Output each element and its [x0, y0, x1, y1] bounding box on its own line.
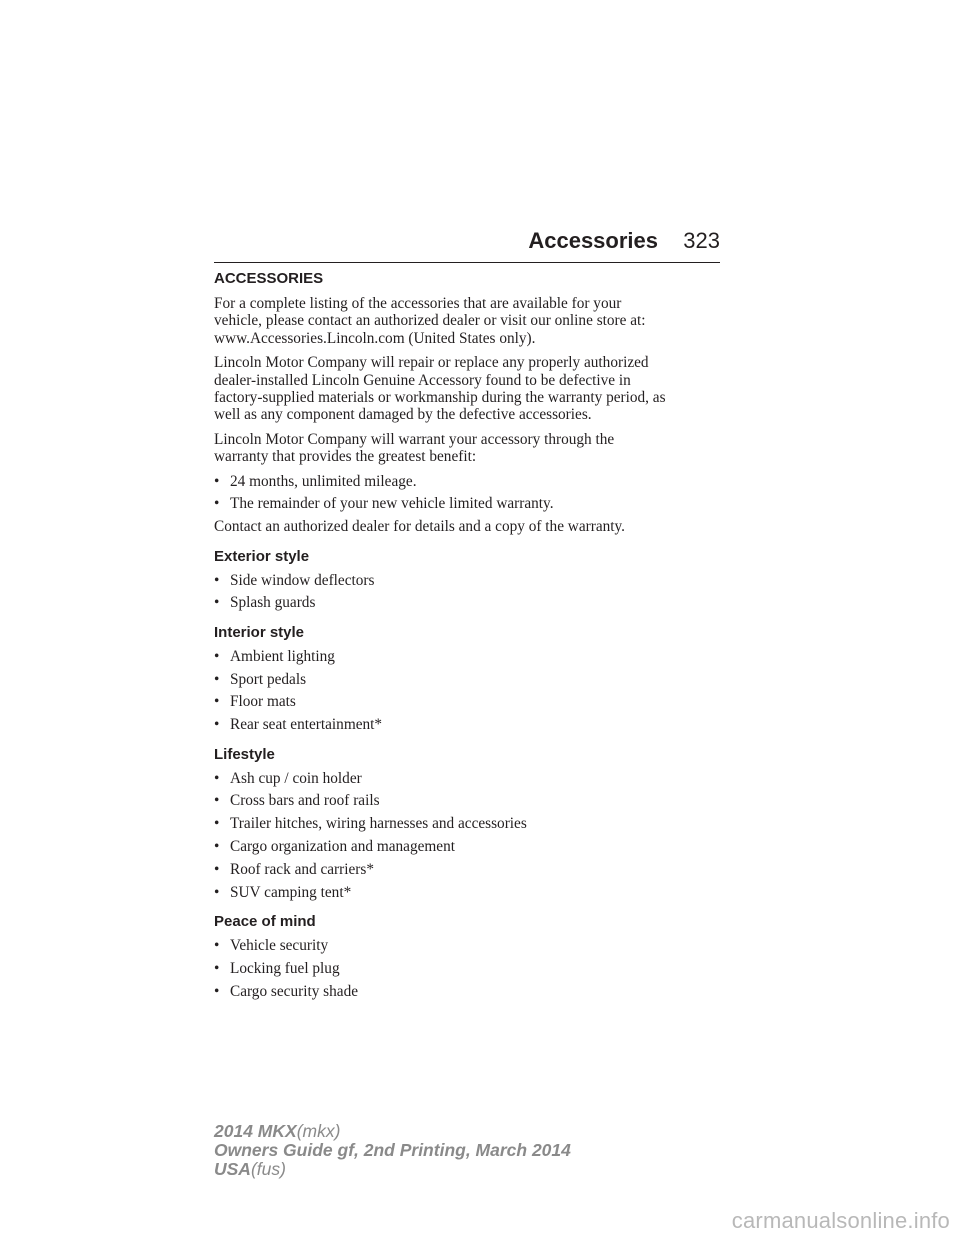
page-header [214, 228, 720, 263]
paragraph: For a complete listing of the accessories that are available for your vehicle, please contact an authorized dealer or visit our online store at: www.Accessories.Lincoln.com (United States only). [214, 295, 646, 347]
footer-model: 2014 MKX [214, 1121, 297, 1141]
subsection-heading: Lifestyle [214, 745, 275, 763]
bullet-icon: • [214, 571, 220, 589]
list-item [214, 693, 724, 710]
list-item-text: Cross bars and roof rails [230, 792, 380, 810]
bullet-icon: • [214, 815, 220, 833]
bullet-icon: • [214, 937, 220, 955]
list-item [214, 770, 724, 787]
list-item [214, 572, 724, 589]
list-item-text: Sport pedals [230, 670, 307, 688]
bullet-icon: • [214, 838, 220, 856]
footer-line [214, 1122, 571, 1141]
list-item-text: Vehicle security [230, 937, 329, 955]
list-item-text: Rear seat entertainment* [230, 716, 383, 734]
footer-line [214, 1160, 571, 1179]
watermark: carmanualsonline.info [731, 1208, 950, 1233]
list-item-text: 24 months, unlimited mileage. [230, 472, 417, 490]
header-title: Accessories [528, 228, 658, 253]
paragraph: Contact an authorized dealer for details and a copy of the warranty. [214, 518, 625, 536]
page-footer [214, 1122, 571, 1179]
list-item-text: Floor mats [230, 693, 296, 711]
footer-line [214, 1141, 571, 1160]
list-item [214, 838, 724, 855]
footer-model-code: (mkx) [296, 1121, 341, 1141]
list-item-text: Ambient lighting [230, 647, 335, 665]
list-item-text: SUV camping tent* [230, 883, 352, 901]
list-item [214, 861, 724, 878]
footer-market: USA [214, 1159, 251, 1179]
bullet-icon: • [214, 769, 220, 787]
bullet-icon: • [214, 495, 220, 513]
list-item-text: Ash cup / coin holder [230, 769, 362, 787]
list-item [214, 594, 724, 611]
list-item-text: The remainder of your new vehicle limited warranty. [230, 495, 554, 513]
list-item [214, 495, 724, 512]
subsection-heading: Interior style [214, 623, 305, 641]
subsection-heading: Peace of mind [214, 913, 316, 931]
bullet-icon: • [214, 792, 220, 810]
bullet-icon: • [214, 860, 220, 878]
bullet-icon: • [214, 883, 220, 901]
list-item [214, 792, 724, 809]
footer-guide: Owners Guide gf, 2nd Printing, March 2014 [214, 1140, 571, 1160]
page-content [214, 270, 724, 1005]
bullet-icon: • [214, 647, 220, 665]
footer-market-code: (fus) [250, 1159, 286, 1179]
list-item [214, 473, 724, 490]
bullet-icon: • [214, 594, 220, 612]
list-item-text: Trailer hitches, wiring harnesses and accessories [230, 815, 527, 833]
paragraph: Lincoln Motor Company will warrant your accessory through the warranty that provides the greatest benefit: [214, 430, 615, 466]
list-item-text: Side window deflectors [230, 571, 375, 589]
bullet-icon: • [214, 716, 220, 734]
list-item [214, 983, 724, 1000]
bullet-icon: • [214, 472, 220, 490]
list-item-text: Locking fuel plug [230, 959, 340, 977]
bullet-icon: • [214, 693, 220, 711]
subsection-heading: Exterior style [214, 547, 310, 565]
bullet-icon: • [214, 670, 220, 688]
list-item [214, 815, 724, 832]
list-item-text: Roof rack and carriers* [230, 860, 374, 878]
paragraph: Lincoln Motor Company will repair or replace any properly authorized dealer-installed Lincoln Genuine Accessory found to be defective in factory-supplied materials or workmanship during the warranty period, as well as any component damaged by the defective accessories. [214, 354, 666, 424]
list-item [214, 671, 724, 688]
list-item [214, 960, 724, 977]
list-item [214, 884, 724, 901]
bullet-icon: • [214, 959, 220, 977]
list-item [214, 937, 724, 954]
list-item-text: Splash guards [230, 594, 316, 612]
list-item-text: Cargo organization and management [230, 838, 455, 856]
page-number: 323 [683, 228, 720, 253]
section-heading: ACCESSORIES [214, 270, 324, 287]
list-item [214, 648, 724, 665]
list-item-text: Cargo security shade [230, 982, 359, 1000]
bullet-icon: • [214, 982, 220, 1000]
list-item [214, 716, 724, 733]
